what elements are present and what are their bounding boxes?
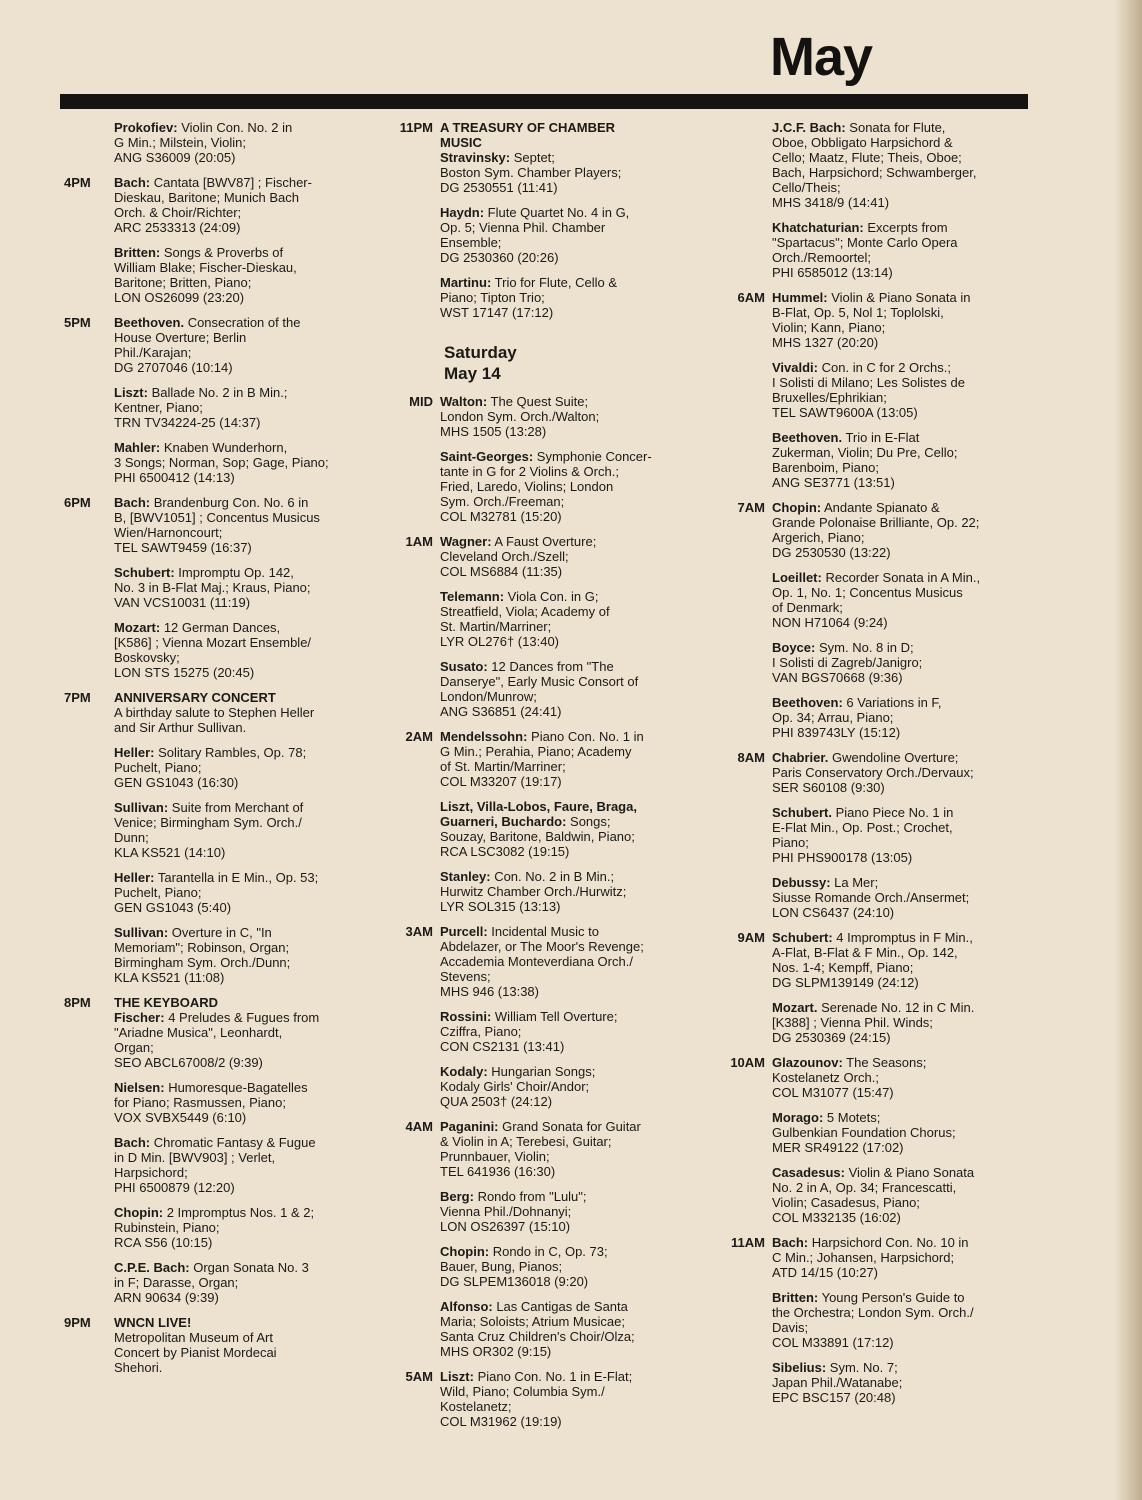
work-details: Sym. No. 8 in D; I Solisti di Zagreb/Janigro; VAN BGS70668 (9:36) — [772, 640, 923, 685]
listing-entry — [772, 695, 1022, 740]
work-details: Solitary Rambles, Op. 78; Puchelt, Piano; GEN GS1043 (16:30) — [114, 745, 307, 790]
slot-time: 6PM — [64, 495, 91, 510]
composer-name: Wagner: — [440, 534, 492, 549]
composer-name: Sullivan: — [114, 800, 169, 815]
work-details: Songs & Proverbs of William Blake; Fischer-Dieskau, Baritone; Britten, Piano; LON OS26099 (23:20) — [114, 245, 297, 305]
work-details: Symphonie Concer- tante in G for 2 Violins & Orch.; Fried, Laredo, Violins; London Sym. Orch./Freeman; COL M32781 (15:20) — [440, 449, 652, 524]
slot-time: 11AM — [731, 1235, 765, 1250]
program-title: ANNIVERSARY CONCERT — [114, 690, 276, 705]
composer-name: Rossini: — [440, 1009, 492, 1024]
listing-entry — [772, 805, 1022, 865]
composer-name: Schubert. — [772, 805, 832, 820]
listing-entry — [772, 290, 1022, 350]
listing-entry — [440, 150, 690, 195]
work-details: William Tell Overture; Cziffra, Piano; CON CS2131 (13:41) — [440, 1009, 618, 1054]
work-details: Con. in C for 2 Orchs.; I Solisti di Milano; Les Solistes de Bruxelles/Ephrikian; TEL SAWT9600A (13:05) — [772, 360, 965, 420]
listing-entry — [772, 930, 1022, 990]
work-details: Brandenburg Con. No. 6 in B, [BWV1051] ; Concentus Musicus Wien/Harnoncourt; TEL SAWT9459 (16:37) — [114, 495, 320, 555]
composer-name: Schubert: — [114, 565, 175, 580]
work-details: Trio for Flute, Cello & Piano; Tipton Trio; WST 17147 (17:12) — [440, 275, 617, 320]
program-title: A TREASURY OF CHAMBER MUSIC — [440, 120, 616, 150]
composer-name: Bach: — [114, 175, 151, 190]
listing-entry — [114, 870, 364, 915]
listing-entry — [440, 729, 690, 789]
composer-name: Chopin: — [772, 500, 822, 515]
schedule-column-1 — [64, 120, 364, 1385]
work-details: Gwendoline Overture; Paris Conservatory Orch./Dervaux; SER S60108 (9:30) — [772, 750, 974, 795]
work-details: 12 Dances from "The Danserye", Early Music Consort of London/Munrow; ANG S36851 (24:41) — [440, 659, 639, 719]
composer-name: Schubert: — [772, 930, 833, 945]
composer-name: Martinu: — [440, 275, 492, 290]
composer-name: Mendelssohn: — [440, 729, 528, 744]
composer-name: Mahler: — [114, 440, 161, 455]
work-details: Serenade No. 12 in C Min. [K388] ; Vienna Phil. Winds; DG 2530369 (24:15) — [772, 1000, 975, 1045]
composer-name: Mozart. — [772, 1000, 818, 1015]
time-slot — [722, 290, 1022, 490]
listing-entry — [440, 1189, 690, 1234]
composer-name: Alfonso: — [440, 1299, 493, 1314]
work-details: Hungarian Songs; Kodaly Girls' Choir/Andor; QUA 2503† (24:12) — [440, 1064, 596, 1109]
work-details: Sonata for Flute, Oboe, Obbligato Harpsichord & Cello; Maatz, Flute; Theis, Oboe; Bach, Harpsichord; Schwamberger, Cello/Theis; MHS 3418/9 (14:41) — [772, 120, 977, 210]
composer-name: Britten: — [772, 1290, 819, 1305]
composer-name: Berg: — [440, 1189, 474, 1204]
composer-name: Liszt: — [440, 1369, 474, 1384]
work-details: 5 Motets; Gulbenkian Foundation Chorus; MER SR49122 (17:02) — [772, 1110, 956, 1155]
composer-name: Saint-Georges: — [440, 449, 534, 464]
composer-name: Britten: — [114, 245, 161, 260]
slot-time: 6AM — [737, 290, 765, 305]
work-details: Viola Con. in G; Streatfield, Viola; Academy of St. Martin/Marriner; LYR OL276† (13:40) — [440, 589, 610, 649]
listing-entry — [772, 220, 1022, 280]
work-details: 2 Impromptus Nos. 1 & 2; Rubinstein, Piano; RCA S56 (10:15) — [114, 1205, 315, 1250]
slot-time: 9AM — [737, 930, 765, 945]
work-details: Cantata [BWV87] ; Fischer- Dieskau, Baritone; Munich Bach Orch. & Choir/Richter; ARC 2533313 (24:09) — [114, 175, 312, 235]
time-slot — [390, 534, 690, 719]
work-details: Grand Sonata for Guitar & Violin in A; Terebesi, Guitar; Prunnbauer, Violin; TEL 641936 (16:30) — [440, 1119, 641, 1179]
listing-entry — [114, 800, 364, 860]
listing-entry — [772, 1360, 1022, 1405]
time-slot — [722, 930, 1022, 1045]
composer-name: Susato: — [440, 659, 488, 674]
listing-entry — [772, 1290, 1022, 1350]
time-slot — [390, 1119, 690, 1359]
work-details: La Mer; Siusse Romande Orch./Ansermet; LON CS6437 (24:10) — [772, 875, 970, 920]
composer-name: Khatchaturian: — [772, 220, 864, 235]
work-details: Recorder Sonata in A Min., Op. 1, No. 1; Concentus Musicus of Denmark; NON H71064 (9:24) — [772, 570, 981, 630]
listing-entry — [440, 394, 690, 439]
composer-name: Walton: — [440, 394, 488, 409]
work-details: Songs; Souzay, Baritone, Baldwin, Piano; RCA LSC3082 (19:15) — [440, 814, 635, 859]
composer-name: Stravinsky: — [440, 150, 511, 165]
time-slot — [64, 495, 364, 680]
time-slot — [64, 315, 364, 485]
composer-name: Liszt, Villa-Lobos, Faure, Braga, Guarneri, Buchardo: — [440, 799, 637, 829]
listing-entry — [440, 1369, 690, 1429]
work-details: Septet; Boston Sym. Chamber Players; DG 2530551 (11:41) — [440, 150, 622, 195]
slot-time: 1AM — [405, 534, 433, 549]
listing-entry — [440, 205, 690, 265]
listing-entry — [440, 589, 690, 649]
composer-name: J.C.F. Bach: — [772, 120, 846, 135]
page-edge-shadow — [1114, 0, 1142, 1500]
listing-entry — [440, 659, 690, 719]
work-details: Violin & Piano Sonata No. 2 in A, Op. 34; Francescatti, Violin; Casadesus, Piano; COL M332135 (16:02) — [772, 1165, 975, 1225]
slot-time: 4AM — [405, 1119, 433, 1134]
listing-entry — [772, 430, 1022, 490]
composer-name: Nielsen: — [114, 1080, 165, 1095]
listing-entry — [114, 440, 364, 485]
time-slot — [722, 120, 1022, 280]
program-description: A birthday salute to Stephen Heller and Sir Arthur Sullivan. — [114, 705, 315, 735]
work-details: Overture in C, "In Memoriam"; Robinson, Organ; Birmingham Sym. Orch./Dunn; KLA KS521 (11:08) — [114, 925, 291, 985]
composer-name: Heller: — [114, 870, 155, 885]
listing-entry — [772, 1110, 1022, 1155]
composer-name: Boyce: — [772, 640, 816, 655]
time-slot — [390, 924, 690, 1109]
composer-name: Chabrier. — [772, 750, 829, 765]
composer-name: Haydn: — [440, 205, 485, 220]
work-details: Incidental Music to Abdelazer, or The Moor's Revenge; Accademia Monteverdiana Orch./ Stevens; MHS 946 (13:38) — [440, 924, 644, 999]
time-slot — [390, 120, 690, 320]
work-details: Suite from Merchant of Venice; Birmingham Sym. Orch./ Dunn; KLA KS521 (14:10) — [114, 800, 304, 860]
listing-entry — [772, 1235, 1022, 1280]
composer-name: Casadesus: — [772, 1165, 845, 1180]
listing-entry — [440, 1119, 690, 1179]
slot-time: MID — [409, 394, 433, 409]
composer-name: Hummel: — [772, 290, 828, 305]
listing-entry — [440, 275, 690, 320]
composer-name: Beethoven. — [772, 430, 843, 445]
work-details: Sym. No. 7; Japan Phil./Watanabe; EPC BSC157 (20:48) — [772, 1360, 903, 1405]
time-slot — [64, 120, 364, 165]
composer-name: Vivaldi: — [772, 360, 819, 375]
work-details: The Quest Suite; London Sym. Orch./Walton; MHS 1505 (13:28) — [440, 394, 600, 439]
time-slot — [64, 995, 364, 1305]
work-details: Ballade No. 2 in B Min.; Kentner, Piano; TRN TV34224-25 (14:37) — [114, 385, 288, 430]
composer-name: Morago: — [772, 1110, 824, 1125]
header-rule — [60, 94, 1028, 109]
listing-entry — [114, 1010, 364, 1070]
slot-time: 2AM — [405, 729, 433, 744]
listing-entry — [114, 565, 364, 610]
listing-entry — [114, 745, 364, 790]
listing-entry — [772, 1000, 1022, 1045]
time-slot — [722, 1235, 1022, 1405]
work-details: Excerpts from "Spartacus"; Monte Carlo Opera Orch./Remoortel; PHI 6585012 (13:14) — [772, 220, 958, 280]
composer-name: Bach: — [114, 495, 151, 510]
listing-entry — [440, 1244, 690, 1289]
composer-name: Bach: — [114, 1135, 151, 1150]
listing-entry — [440, 534, 690, 579]
work-details: Piano Piece No. 1 in E-Flat Min., Op. Post.; Crochet, Piano; PHI PHS900178 (13:05) — [772, 805, 954, 865]
work-details: Violin Con. No. 2 in G Min.; Milstein, Violin; ANG S36009 (20:05) — [114, 120, 293, 165]
listing-entry — [114, 1205, 364, 1250]
listing-entry — [772, 875, 1022, 920]
composer-name: Prokofiev: — [114, 120, 178, 135]
listing-entry — [772, 1165, 1022, 1225]
composer-name: Beethoven: — [772, 695, 843, 710]
composer-name: Heller: — [114, 745, 155, 760]
composer-name: Sullivan: — [114, 925, 169, 940]
month-title: May — [770, 27, 873, 87]
schedule-column-3 — [722, 120, 1022, 1415]
slot-time: 7AM — [737, 500, 765, 515]
work-details: 4 Preludes & Fugues from "Ariadne Musica", Leonhardt, Organ; SEO ABCL67008/2 (9:39) — [114, 1010, 320, 1070]
work-details: 6 Variations in F, Op. 34; Arrau, Piano; PHI 839743LY (15:12) — [772, 695, 942, 740]
slot-time: 7PM — [64, 690, 91, 705]
slot-time: 5AM — [405, 1369, 433, 1384]
listing-entry — [114, 175, 364, 235]
composer-name: Purcell: — [440, 924, 488, 939]
day-heading: Saturday May 14 — [444, 343, 517, 383]
work-details: Consecration of the House Overture; Berlin Phil./Karajan; DG 2707046 (10:14) — [114, 315, 301, 375]
composer-name: Chopin: — [114, 1205, 164, 1220]
composer-name: Beethoven. — [114, 315, 185, 330]
composer-name: Fischer: — [114, 1010, 165, 1025]
work-details: Piano Con. No. 1 in G Min.; Perahia, Piano; Academy of St. Martin/Marriner; COL M33207 (19:17) — [440, 729, 644, 789]
slot-time: 10AM — [730, 1055, 765, 1070]
work-details: Impromptu Op. 142, No. 3 in B-Flat Maj.; Kraus, Piano; VAN VCS10031 (11:19) — [114, 565, 311, 610]
time-slot — [390, 394, 690, 524]
composer-name: Stanley: — [440, 869, 491, 884]
time-slot — [64, 1315, 364, 1375]
listing-entry — [772, 120, 1022, 210]
time-slot — [390, 1369, 690, 1429]
listing-entry — [114, 1080, 364, 1125]
slot-time: 11PM — [399, 120, 433, 135]
listing-entry — [440, 1299, 690, 1359]
time-slot — [722, 1055, 1022, 1225]
composer-name: Mozart: — [114, 620, 161, 635]
work-details: Organ Sonata No. 3 in F; Darasse, Organ; ARN 90634 (9:39) — [114, 1260, 309, 1305]
listing-entry — [772, 1055, 1022, 1100]
listing-entry — [114, 385, 364, 430]
work-details: Tarantella in E Min., Op. 53; Puchelt, Piano; GEN GS1043 (5:40) — [114, 870, 319, 915]
listing-entry — [114, 1135, 364, 1195]
time-slot — [64, 690, 364, 985]
work-details: Young Person's Guide to the Orchestra; London Sym. Orch./ Davis; COL M33891 (17:12) — [772, 1290, 974, 1350]
listing-entry — [114, 495, 364, 555]
listing-entry — [440, 799, 690, 859]
time-slot — [390, 729, 690, 914]
work-details: Trio in E-Flat Zukerman, Violin; Du Pre, Cello; Barenboim, Piano; ANG SE3771 (13:51) — [772, 430, 958, 490]
work-details: Rondo from "Lulu"; Vienna Phil./Dohnanyi; LON OS26397 (15:10) — [440, 1189, 587, 1234]
composer-name: Telemann: — [440, 589, 505, 604]
composer-name: C.P.E. Bach: — [114, 1260, 190, 1275]
listing-entry — [114, 120, 364, 165]
work-details: Harpsichord Con. No. 10 in C Min.; Johansen, Harpsichord; ATD 14/15 (10:27) — [772, 1235, 969, 1280]
work-details: Violin & Piano Sonata in B-Flat, Op. 5, Nol 1; Toplolski, Violin; Kann, Piano; MHS 1327 (20:20) — [772, 290, 971, 350]
listing-entry — [440, 1009, 690, 1054]
composer-name: Paganini: — [440, 1119, 499, 1134]
composer-name: Chopin: — [440, 1244, 490, 1259]
slot-time: 3AM — [405, 924, 433, 939]
listing-entry — [772, 360, 1022, 420]
slot-time: 8PM — [64, 995, 91, 1010]
composer-name: Sibelius: — [772, 1360, 827, 1375]
composer-name: Glazounov: — [772, 1055, 843, 1070]
composer-name: Debussy: — [772, 875, 831, 890]
work-details: The Seasons; Kostelanetz Orch.; COL M31077 (15:47) — [772, 1055, 927, 1100]
work-details: Chromatic Fantasy & Fugue in D Min. [BWV903] ; Verlet, Harpsichord; PHI 6500879 (12:20) — [114, 1135, 316, 1195]
work-details: 12 German Dances, [K586] ; Vienna Mozart Ensemble/ Boskovsky; LON STS 15275 (20:45) — [114, 620, 312, 680]
program-title: THE KEYBOARD — [114, 995, 219, 1010]
listing-entry — [114, 925, 364, 985]
work-details: Knaben Wunderhorn, 3 Songs; Norman, Sop; Gage, Piano; PHI 6500412 (14:13) — [114, 440, 329, 485]
work-details: Andante Spianato & Grande Polonaise Brilliante, Op. 22; Argerich, Piano; DG 2530530 (13:22) — [772, 500, 980, 560]
listing-entry — [772, 500, 1022, 560]
listing-entry — [114, 245, 364, 305]
program-description: Metropolitan Museum of Art Concert by Pianist Mordecai Shehori. — [114, 1330, 277, 1375]
listing-entry — [772, 570, 1022, 630]
listing-entry — [114, 315, 364, 375]
work-details: Las Cantigas de Santa Maria; Soloists; Atrium Musicae; Santa Cruz Children's Choir/Olza; MHS OR302 (9:15) — [440, 1299, 635, 1359]
work-details: Rondo in C, Op. 73; Bauer, Bung, Pianos; DG SLPEM136018 (9:20) — [440, 1244, 608, 1289]
composer-name: Loeillet: — [772, 570, 822, 585]
work-details: Flute Quartet No. 4 in G, Op. 5; Vienna Phil. Chamber Ensemble; DG 2530360 (20:26) — [440, 205, 630, 265]
composer-name: Liszt: — [114, 385, 148, 400]
composer-name: Kodaly: — [440, 1064, 488, 1079]
work-details: Humoresque-Bagatelles for Piano; Rasmussen, Piano; VOX SVBX5449 (6:10) — [114, 1080, 308, 1125]
composer-name: Bach: — [772, 1235, 809, 1250]
slot-time: 5PM — [64, 315, 91, 330]
slot-time: 4PM — [64, 175, 91, 190]
work-details: A Faust Overture; Cleveland Orch./Szell; COL MS6884 (11:35) — [440, 534, 597, 579]
listing-entry — [440, 1064, 690, 1109]
listing-entry — [114, 1260, 364, 1305]
time-slot — [722, 750, 1022, 920]
work-details: Con. No. 2 in B Min.; Hurwitz Chamber Orch./Hurwitz; LYR SOL315 (13:13) — [440, 869, 627, 914]
schedule-column-2 — [390, 120, 690, 1439]
slot-time: 9PM — [64, 1315, 91, 1330]
listing-entry — [440, 924, 690, 999]
listing-entry — [772, 640, 1022, 685]
time-slot — [722, 500, 1022, 740]
listing-entry — [440, 869, 690, 914]
time-slot — [64, 175, 364, 305]
program-title: WNCN LIVE! — [114, 1315, 192, 1330]
listing-entry — [440, 449, 690, 524]
listing-entry — [772, 750, 1022, 795]
listing-entry — [114, 620, 364, 680]
work-details: 4 Impromptus in F Min., A-Flat, B-Flat & F Min., Op. 142, Nos. 1-4; Kempff, Piano; DG SLPM139149 (24:12) — [772, 930, 973, 990]
work-details: Piano Con. No. 1 in E-Flat; Wild, Piano; Columbia Sym./ Kostelanetz; COL M31962 (19:19) — [440, 1369, 633, 1429]
slot-time: 8AM — [737, 750, 765, 765]
